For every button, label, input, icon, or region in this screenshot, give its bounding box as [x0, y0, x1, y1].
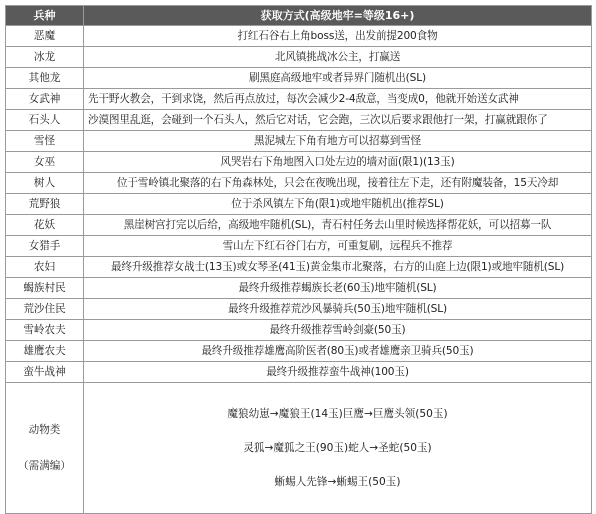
table-row-animals	[6, 383, 592, 514]
unit-name: 女武神	[6, 89, 84, 110]
acquisition-method: 最终升级推荐荒沙风暴骑兵(50玉)地牢随机(SL)	[84, 299, 592, 320]
animal-upgrade-line: 魔狼幼崽→魔狼王(14玉)巨鹰→巨鹰头领(50玉)	[227, 408, 448, 420]
unit-name: 雪岭农夫	[6, 320, 84, 341]
table-row	[6, 68, 592, 89]
acquisition-method: 黑崖树宫打完以后给，高级地牢随机(SL)，青石村任务去山里时候选择帮花妖，可以招募一队	[84, 215, 592, 236]
header-unit-type: 兵种	[6, 6, 84, 26]
header-acquisition-method: 获取方式(高级地牢=等级16+)	[84, 6, 592, 26]
unit-name: 雪怪	[6, 131, 84, 152]
acquisition-method: 最终升级推荐蝎族长老(60玉)地牢随机(SL)	[84, 278, 592, 299]
table-row	[6, 194, 592, 215]
unit-name: 石头人	[6, 110, 84, 131]
acquisition-method: 打红石谷右上角boss送，出发前提200食物	[84, 26, 592, 47]
acquisition-method: 最终升级推荐雄鹰高阶医者(80玉)或者雄鹰亲卫骑兵(50玉)	[84, 341, 592, 362]
acquisition-method: 最终升级推荐蛮牛战神(100玉)	[84, 362, 592, 383]
unit-name: 蝎族村民	[6, 278, 84, 299]
table-row	[6, 215, 592, 236]
unit-name: 女猎手	[6, 236, 84, 257]
table-row	[6, 278, 592, 299]
table-row	[6, 47, 592, 68]
table-row	[6, 299, 592, 320]
table-body	[6, 26, 592, 514]
unit-name: 树人	[6, 173, 84, 194]
unit-acquisition-table-wrapper	[5, 5, 591, 514]
table-row	[6, 341, 592, 362]
table-row	[6, 131, 592, 152]
unit-name: 其他龙	[6, 68, 84, 89]
animal-upgrade-line: 蜥蜴人先锋→蜥蜴王(50玉)	[274, 476, 401, 488]
table-row	[6, 173, 592, 194]
acquisition-method: 位于杀风镇左下角(限1)或地牢随机出(推荐SL)	[84, 194, 592, 215]
acquisition-method: 刷黑庭高级地牢或者异界门随机出(SL)	[84, 68, 592, 89]
unit-name: 冰龙	[6, 47, 84, 68]
acquisition-method: 先干野火教会，干到求饶，然后再点放过，每次会减少2-4敌意，当变成0，他就开始送女武神	[84, 89, 592, 110]
animals-acquisition-method	[84, 383, 592, 514]
table-row	[6, 362, 592, 383]
table-row	[6, 236, 592, 257]
unit-name: 荒野狼	[6, 194, 84, 215]
unit-name: 女巫	[6, 152, 84, 173]
unit-name: 荒沙住民	[6, 299, 84, 320]
unit-name: 农妇	[6, 257, 84, 278]
acquisition-method: 最终升级推荐雪岭剑豪(50玉)	[84, 320, 592, 341]
table-row	[6, 110, 592, 131]
table-row	[6, 89, 592, 110]
table-row	[6, 320, 592, 341]
acquisition-method: 沙漠图里乱逛，会碰到一个石头人，然后它对话，它会跑，三次以后要求跟他打一架，打赢就跟你了	[84, 110, 592, 131]
table-row	[6, 26, 592, 47]
acquisition-method: 位于雪岭镇北聚落的右下角森林处，只会在夜晚出现，接着往左下走，还有附魔装备，15天冷却	[84, 173, 592, 194]
acquisition-method: 雪山左下红石谷门右方，可重复刷，远程兵不推荐	[84, 236, 592, 257]
table-header-row	[6, 6, 592, 26]
table-row	[6, 152, 592, 173]
acquisition-method: 北风镇挑战冰公主，打赢送	[84, 47, 592, 68]
animal-upgrade-line: 灵狐→魔狐之王(90玉)蛇人→圣蛇(50玉)	[243, 442, 432, 454]
unit-name: 花妖	[6, 215, 84, 236]
acquisition-method: 最终升级推荐女战士(13玉)或女琴圣(41玉)黄金集市北聚落，右方的山庭上边(限1)或地牢随机(SL)	[84, 257, 592, 278]
acquisition-method: 风哭岩右下角地图入口处左边的墙对面(限1)(13玉)	[84, 152, 592, 173]
unit-acquisition-table	[5, 5, 592, 514]
unit-name: 蛮牛战神	[6, 362, 84, 383]
table-row	[6, 257, 592, 278]
animals-name-label: 动物类	[28, 424, 61, 436]
unit-name: 恶魔	[6, 26, 84, 47]
unit-name: 雄鹰农夫	[6, 341, 84, 362]
acquisition-method: 黑泥城左下角有地方可以招募到雪怪	[84, 131, 592, 152]
animals-name-note: （需满编）	[18, 460, 71, 472]
unit-name-animals	[6, 383, 84, 514]
